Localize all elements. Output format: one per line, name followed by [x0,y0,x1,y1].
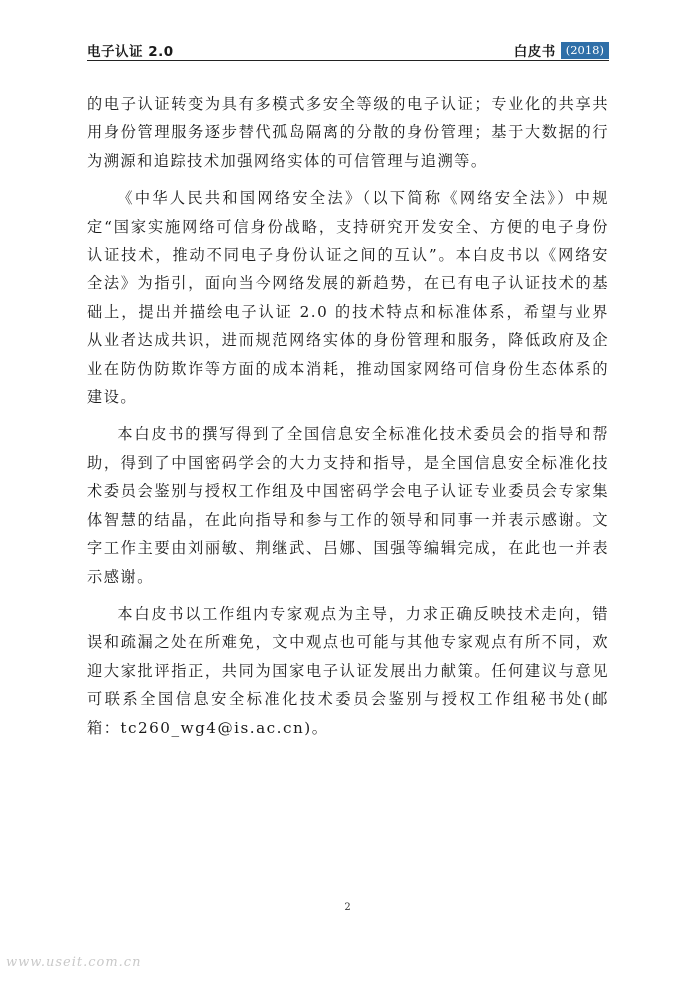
paragraph-cybersecurity-law: 《中华人民共和国网络安全法》（以下简称《网络安全法》）中规定“国家实施网络可信身份战略，支持研究开发安全、方便的电子身份认证技术，推动不同电子身份认证之间的互认”。本白皮书以《网络安全法》为指引，面向当今网络发展的新趋势，在已有电子认证技术的基础上，提出并描绘电子认证 2.0 的技术特点和标准体系，希望与业界从业者达成共识，进而规范网络实体的身份管理和服务，降低政府及企业在防伪防欺诈等方面的成本消耗，推动国家网络可信身份生态体系的建设。 [87,189,609,407]
header-document-title: 电子认证 2.0 [87,44,174,60]
header-year-badge: (2018) [561,42,609,59]
paragraph-continuation: 的电子认证转变为具有多模式多安全等级的电子认证；专业化的共享共用身份管理服务逐步替代孤岛隔离的分散的身份管理；基于大数据的行为溯源和追踪技术加强网络实体的可信管理与追溯等。 [87,95,609,170]
header-whitepaper-label: 白皮书 [513,44,556,60]
body-text [87,90,609,751]
paragraph-feedback-contact: 本白皮书以工作组内专家观点为主导，力求正确反映技术走向，错误和疏漏之处在所难免，文中观点也可能与其他专家观点有所不同，欢迎大家批评指正，共同为国家电子认证发展出力献策。任何建议与意见可联系全国信息安全标准化技术委员会鉴别与授权工作组秘书处(邮箱：tc260_wg4@is.ac.cn)。 [87,604,609,737]
header-right [514,40,609,60]
header-divider [87,60,609,61]
page-header [87,38,609,60]
page-number: 2 [344,902,351,913]
paragraph-acknowledgements: 本白皮书的撰写得到了全国信息安全标准化技术委员会的指导和帮助，得到了中国密码学会的大力支持和指导，是全国信息安全标准化技术委员会鉴别与授权工作组及中国密码学会电子认证专业委员会专家集体智慧的结晶，在此向指导和参与工作的领导和同事一并表示感谢。文字工作主要由刘丽敏、荆继武、吕娜、国强等编辑完成，在此也一并表示感谢。 [87,425,609,586]
site-watermark: www.useit.com.cn [6,955,142,970]
